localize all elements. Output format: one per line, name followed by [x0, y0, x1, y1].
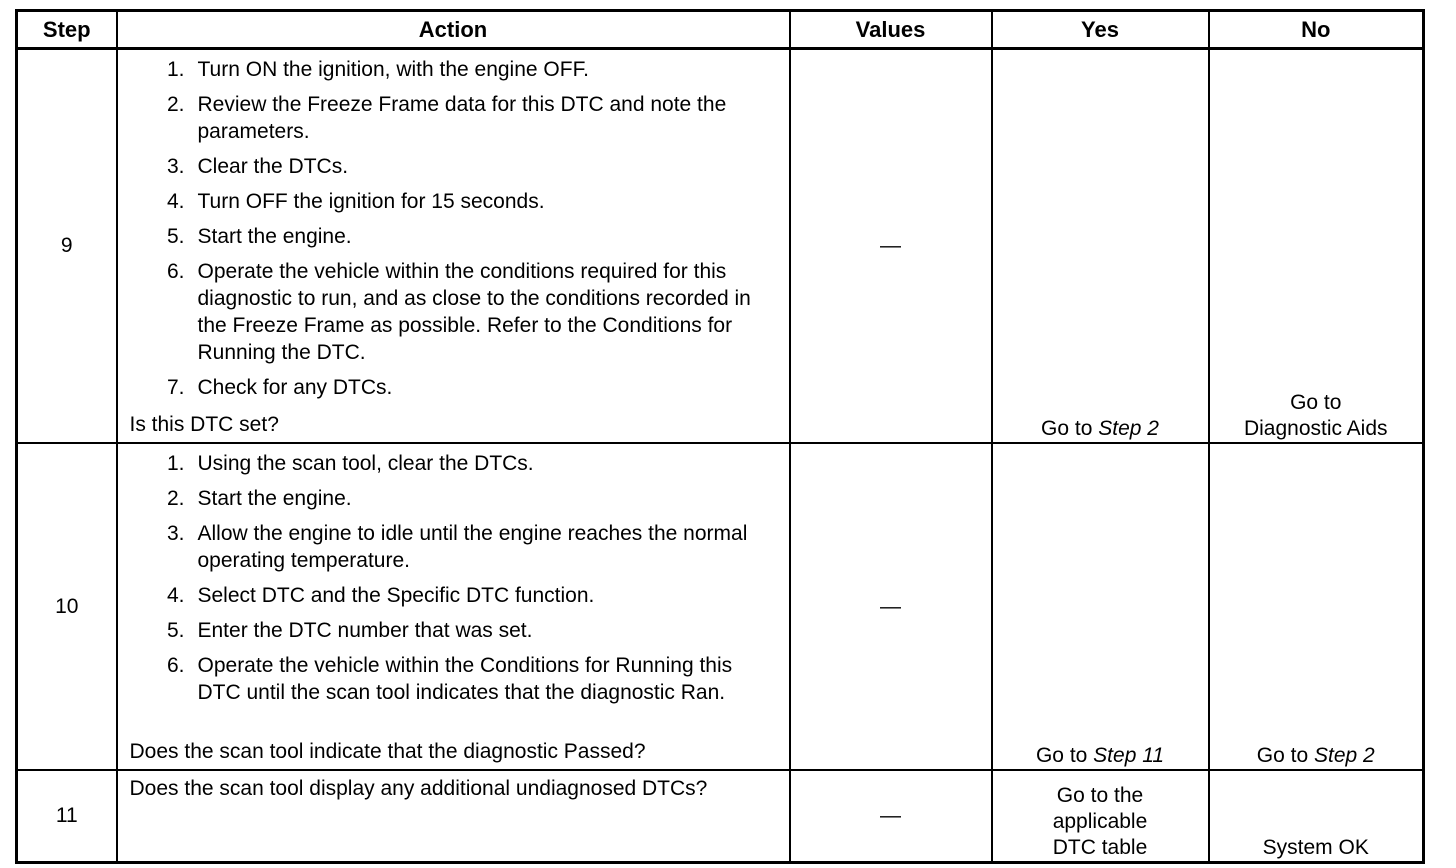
header-step: Step	[17, 11, 117, 49]
table-row-step-11	[17, 770, 1424, 863]
action-cell	[117, 443, 790, 770]
values-dash: —	[880, 594, 901, 618]
action-question: Is this DTC set?	[129, 413, 279, 436]
action-step: 5. Enter the DTC number that was set.	[166, 619, 533, 642]
step-number: 10	[17, 443, 117, 770]
action-step: 4. Turn OFF the ignition for 15 seconds.	[166, 190, 545, 213]
values-cell	[790, 770, 992, 863]
header-action: Action	[117, 11, 790, 49]
action-step: 3. Clear the DTCs.	[166, 155, 349, 178]
action-step: 1. Turn ON the ignition, with the engine OFF.	[166, 58, 589, 81]
table-row-step-10	[17, 443, 1424, 770]
yes-cell: Go to Step 2	[992, 49, 1209, 444]
action-question: Does the scan tool display any additional undiagnosed DTCs?	[129, 777, 708, 800]
values-cell	[790, 443, 992, 770]
yes-cell: Go to Step 11	[992, 443, 1209, 770]
action-step: 6. Operate the vehicle within the Conditions for Running this DTC until the scan tool indicates that the diagnostic Ran.	[166, 654, 733, 704]
action-steps	[130, 56, 775, 401]
values-dash: —	[880, 804, 901, 827]
yes-cell: Go to the applicable DTC table	[992, 770, 1209, 863]
action-cell	[117, 770, 790, 863]
values-cell	[790, 49, 992, 444]
step-reference: Step 11	[1093, 744, 1165, 767]
step-number: 11	[17, 770, 117, 863]
values-dash: —	[880, 234, 901, 257]
action-step: 2. Review the Freeze Frame data for this DTC and note the parameters.	[166, 93, 727, 143]
action-step: 5. Start the engine.	[166, 225, 352, 248]
diagnostic-table	[15, 9, 1425, 864]
header-yes: Yes	[992, 11, 1209, 49]
action-step: 6. Operate the vehicle within the conditions required for this diagnostic to run, and as close to the conditions recorded in the Freeze Frame as possible. Refer to the Conditions for Running the DTC.	[166, 260, 751, 364]
action-cell	[117, 49, 790, 444]
action-step: 7. Check for any DTCs.	[166, 376, 393, 399]
header-row	[17, 11, 1424, 49]
action-steps	[130, 450, 775, 706]
action-step: 4. Select DTC and the Specific DTC function.	[166, 584, 595, 607]
action-question: Does the scan tool indicate that the diagnostic Passed?	[129, 740, 646, 763]
action-step: 1. Using the scan tool, clear the DTCs.	[166, 452, 534, 475]
table-row-step-9	[17, 49, 1424, 444]
action-step: 3. Allow the engine to idle until the engine reaches the normal operating temperature.	[166, 522, 748, 572]
action-step: 2. Start the engine.	[166, 487, 352, 510]
no-cell: Go to Diagnostic Aids	[1209, 49, 1424, 444]
header-values: Values	[790, 11, 992, 49]
header-no: No	[1209, 11, 1424, 49]
no-cell: Go to Step 2	[1209, 443, 1424, 770]
step-reference: Step 2	[1098, 417, 1159, 440]
no-cell: System OK	[1209, 770, 1424, 863]
step-reference: Step 2	[1313, 744, 1375, 767]
step-number: 9	[17, 49, 117, 444]
